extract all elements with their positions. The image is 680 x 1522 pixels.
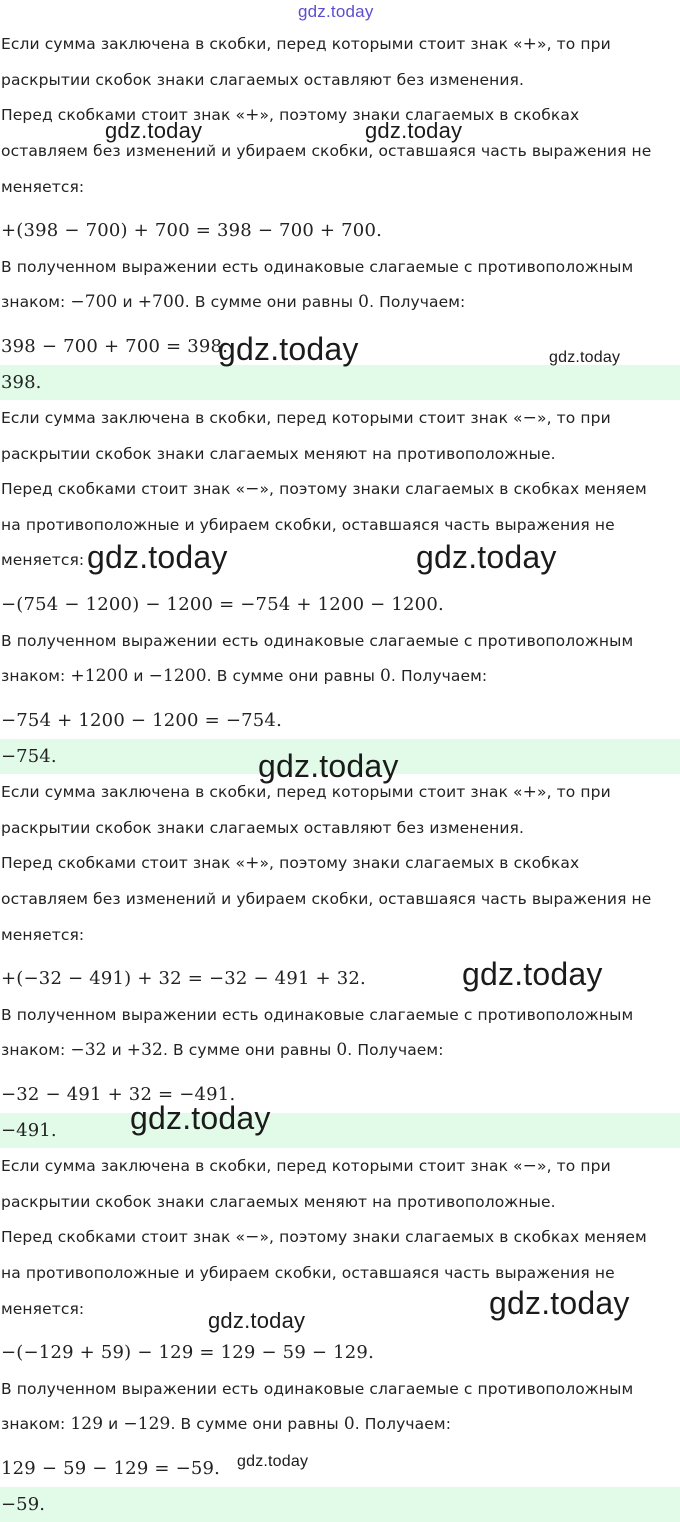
note-text: . В сумме они равны (184, 293, 359, 311)
term-b: +700 (137, 292, 185, 312)
rule-sign: + (522, 34, 538, 54)
explain-line-3: меняется: (1, 551, 85, 569)
note-text: . Получаем: (354, 1415, 452, 1433)
note-line-1: В полученном выражении есть одинаковые слагаемые с противоположным (1, 632, 634, 650)
rule-text: Если сумма заключена в скобки, перед которыми стоит знак « (1, 783, 523, 801)
explain-text-end: », поэтому знаки слагаемых в скобках меняем (259, 1228, 647, 1246)
watermark: gdz.today (208, 1308, 306, 1333)
rule-text-end: », то при (537, 783, 611, 801)
answer: −754. (0, 739, 680, 774)
explain-line-2: оставляем без изменений и убираем скобки, оставшаяся часть выражения не (1, 890, 652, 908)
result: 398 − 700 + 700 = 398. (1, 336, 229, 357)
term-b: −129 (123, 1414, 171, 1434)
watermark: gdz.today (237, 1453, 309, 1470)
explain-line-2: оставляем без изменений и убираем скобки, оставшаяся часть выражения не (1, 142, 652, 160)
watermark: gdz.today (105, 118, 203, 143)
note-and: и (117, 293, 138, 311)
rule-sign: − (522, 408, 538, 428)
note-text: знаком: (1, 667, 71, 685)
term-b: +32 (126, 1040, 163, 1060)
rule-text-end: », то при (537, 35, 611, 53)
explain-line-1 (0, 1219, 680, 1255)
watermark: gdz.today (489, 1285, 630, 1321)
note-text: . Получаем: (390, 667, 488, 685)
answer: −59. (0, 1487, 680, 1522)
explain-line-1 (0, 471, 680, 507)
watermark: gdz.today (462, 956, 603, 992)
expression: +(398 − 700) + 700 = 398 − 700 + 700. (1, 220, 383, 241)
expression: +(−32 − 491) + 32 = −32 − 491 + 32. (1, 968, 366, 989)
rule-sign: − (522, 1156, 538, 1176)
watermark: gdz.today (258, 748, 399, 784)
note-and: и (106, 1041, 127, 1059)
term-a: −32 (70, 1040, 107, 1060)
zero: 0 (343, 1414, 355, 1434)
explain-text-end: », поэтому знаки слагаемых в скобках меняем (259, 480, 647, 498)
note-line-2 (0, 1032, 680, 1068)
watermark: gdz.today (365, 118, 463, 143)
note-and: и (128, 667, 149, 685)
note-line-2 (0, 658, 680, 694)
note-line-1: В полученном выражении есть одинаковые слагаемые с противоположным (1, 1380, 634, 1398)
term-a: −700 (70, 292, 118, 312)
rule-text-end: », то при (537, 1157, 611, 1175)
explain-text: Перед скобками стоит знак « (1, 854, 246, 872)
expression: −(−129 + 59) − 129 = 129 − 59 − 129. (1, 1342, 374, 1363)
explain-line-3: меняется: (1, 178, 85, 196)
zero: 0 (358, 292, 370, 312)
zero: 0 (336, 1040, 348, 1060)
rule-line-1 (0, 400, 680, 436)
explain-sign: + (245, 853, 260, 873)
watermark: gdz.today (416, 539, 557, 575)
note-text: . В сумме они равны (170, 1415, 344, 1433)
explain-line-3: меняется: (1, 926, 85, 944)
explain-sign: − (245, 1227, 260, 1247)
explain-line-1 (0, 97, 680, 133)
rule-text: Если сумма заключена в скобки, перед которыми стоит знак « (1, 35, 523, 53)
rule-line-2: раскрытии скобок знаки слагаемых оставляют без изменения. (1, 819, 525, 837)
result: −754 + 1200 − 1200 = −754. (1, 710, 282, 731)
explain-line-1 (0, 845, 680, 881)
explain-line-3: меняется: (1, 1300, 85, 1318)
note-line-1: В полученном выражении есть одинаковые слагаемые с противоположным (1, 258, 634, 276)
rule-text-end: », то при (537, 409, 611, 427)
explain-text: Перед скобками стоит знак « (1, 480, 246, 498)
result: 129 − 59 − 129 = −59. (1, 1458, 221, 1479)
note-text: знаком: (1, 293, 71, 311)
watermark: gdz.today (130, 1100, 271, 1136)
rule-text: Если сумма заключена в скобки, перед которыми стоит знак « (1, 409, 523, 427)
expression: −(754 − 1200) − 1200 = −754 + 1200 − 1200. (1, 594, 444, 615)
rule-text: Если сумма заключена в скобки, перед которыми стоит знак « (1, 1157, 523, 1175)
note-text: . В сумме они равны (162, 1041, 337, 1059)
result: −32 − 491 + 32 = −491. (1, 1084, 236, 1105)
explain-text: Перед скобками стоит знак « (1, 1228, 246, 1246)
term-b: −1200 (148, 666, 207, 686)
answer: 398. (0, 365, 680, 400)
note-line-1: В полученном выражении есть одинаковые слагаемые с противоположным (1, 1006, 634, 1024)
zero: 0 (380, 666, 391, 686)
answer: −491. (0, 1113, 680, 1148)
explain-text-end: », поэтому знаки слагаемых в скобках (259, 854, 580, 872)
note-text: знаком: (1, 1415, 71, 1433)
note-text: . Получаем: (369, 293, 466, 311)
note-text: . Получаем: (347, 1041, 444, 1059)
watermark: gdz.today (218, 331, 359, 367)
note-text: . В сумме они равны (206, 667, 380, 685)
explain-sign: − (245, 479, 260, 499)
term-a: +1200 (70, 666, 129, 686)
explain-line-2: на противоположные и убираем скобки, оставшаяся часть выражения не (1, 1264, 615, 1282)
explain-text: Перед скобками стоит знак « (1, 106, 246, 124)
rule-sign: + (522, 782, 538, 802)
rule-line-2: раскрытии скобок знаки слагаемых меняют на противоположные. (1, 1193, 556, 1211)
rule-line-2: раскрытии скобок знаки слагаемых оставляют без изменения. (1, 71, 525, 89)
note-line-2 (0, 284, 680, 320)
rule-line-1 (0, 1148, 680, 1184)
watermark: gdz.today (298, 2, 374, 21)
rule-line-1 (0, 26, 680, 62)
watermark: gdz.today (87, 539, 228, 575)
explain-text-end: », поэтому знаки слагаемых в скобках (259, 106, 580, 124)
term-a: 129 (70, 1414, 104, 1434)
explain-line-2: на противоположные и убираем скобки, оставшаяся часть выражения не (1, 516, 615, 534)
note-text: знаком: (1, 1041, 71, 1059)
note-line-2 (0, 1406, 680, 1442)
note-and: и (103, 1415, 124, 1433)
explain-sign: + (245, 105, 260, 125)
rule-line-2: раскрытии скобок знаки слагаемых меняют на противоположные. (1, 445, 556, 463)
watermark: gdz.today (549, 349, 621, 366)
